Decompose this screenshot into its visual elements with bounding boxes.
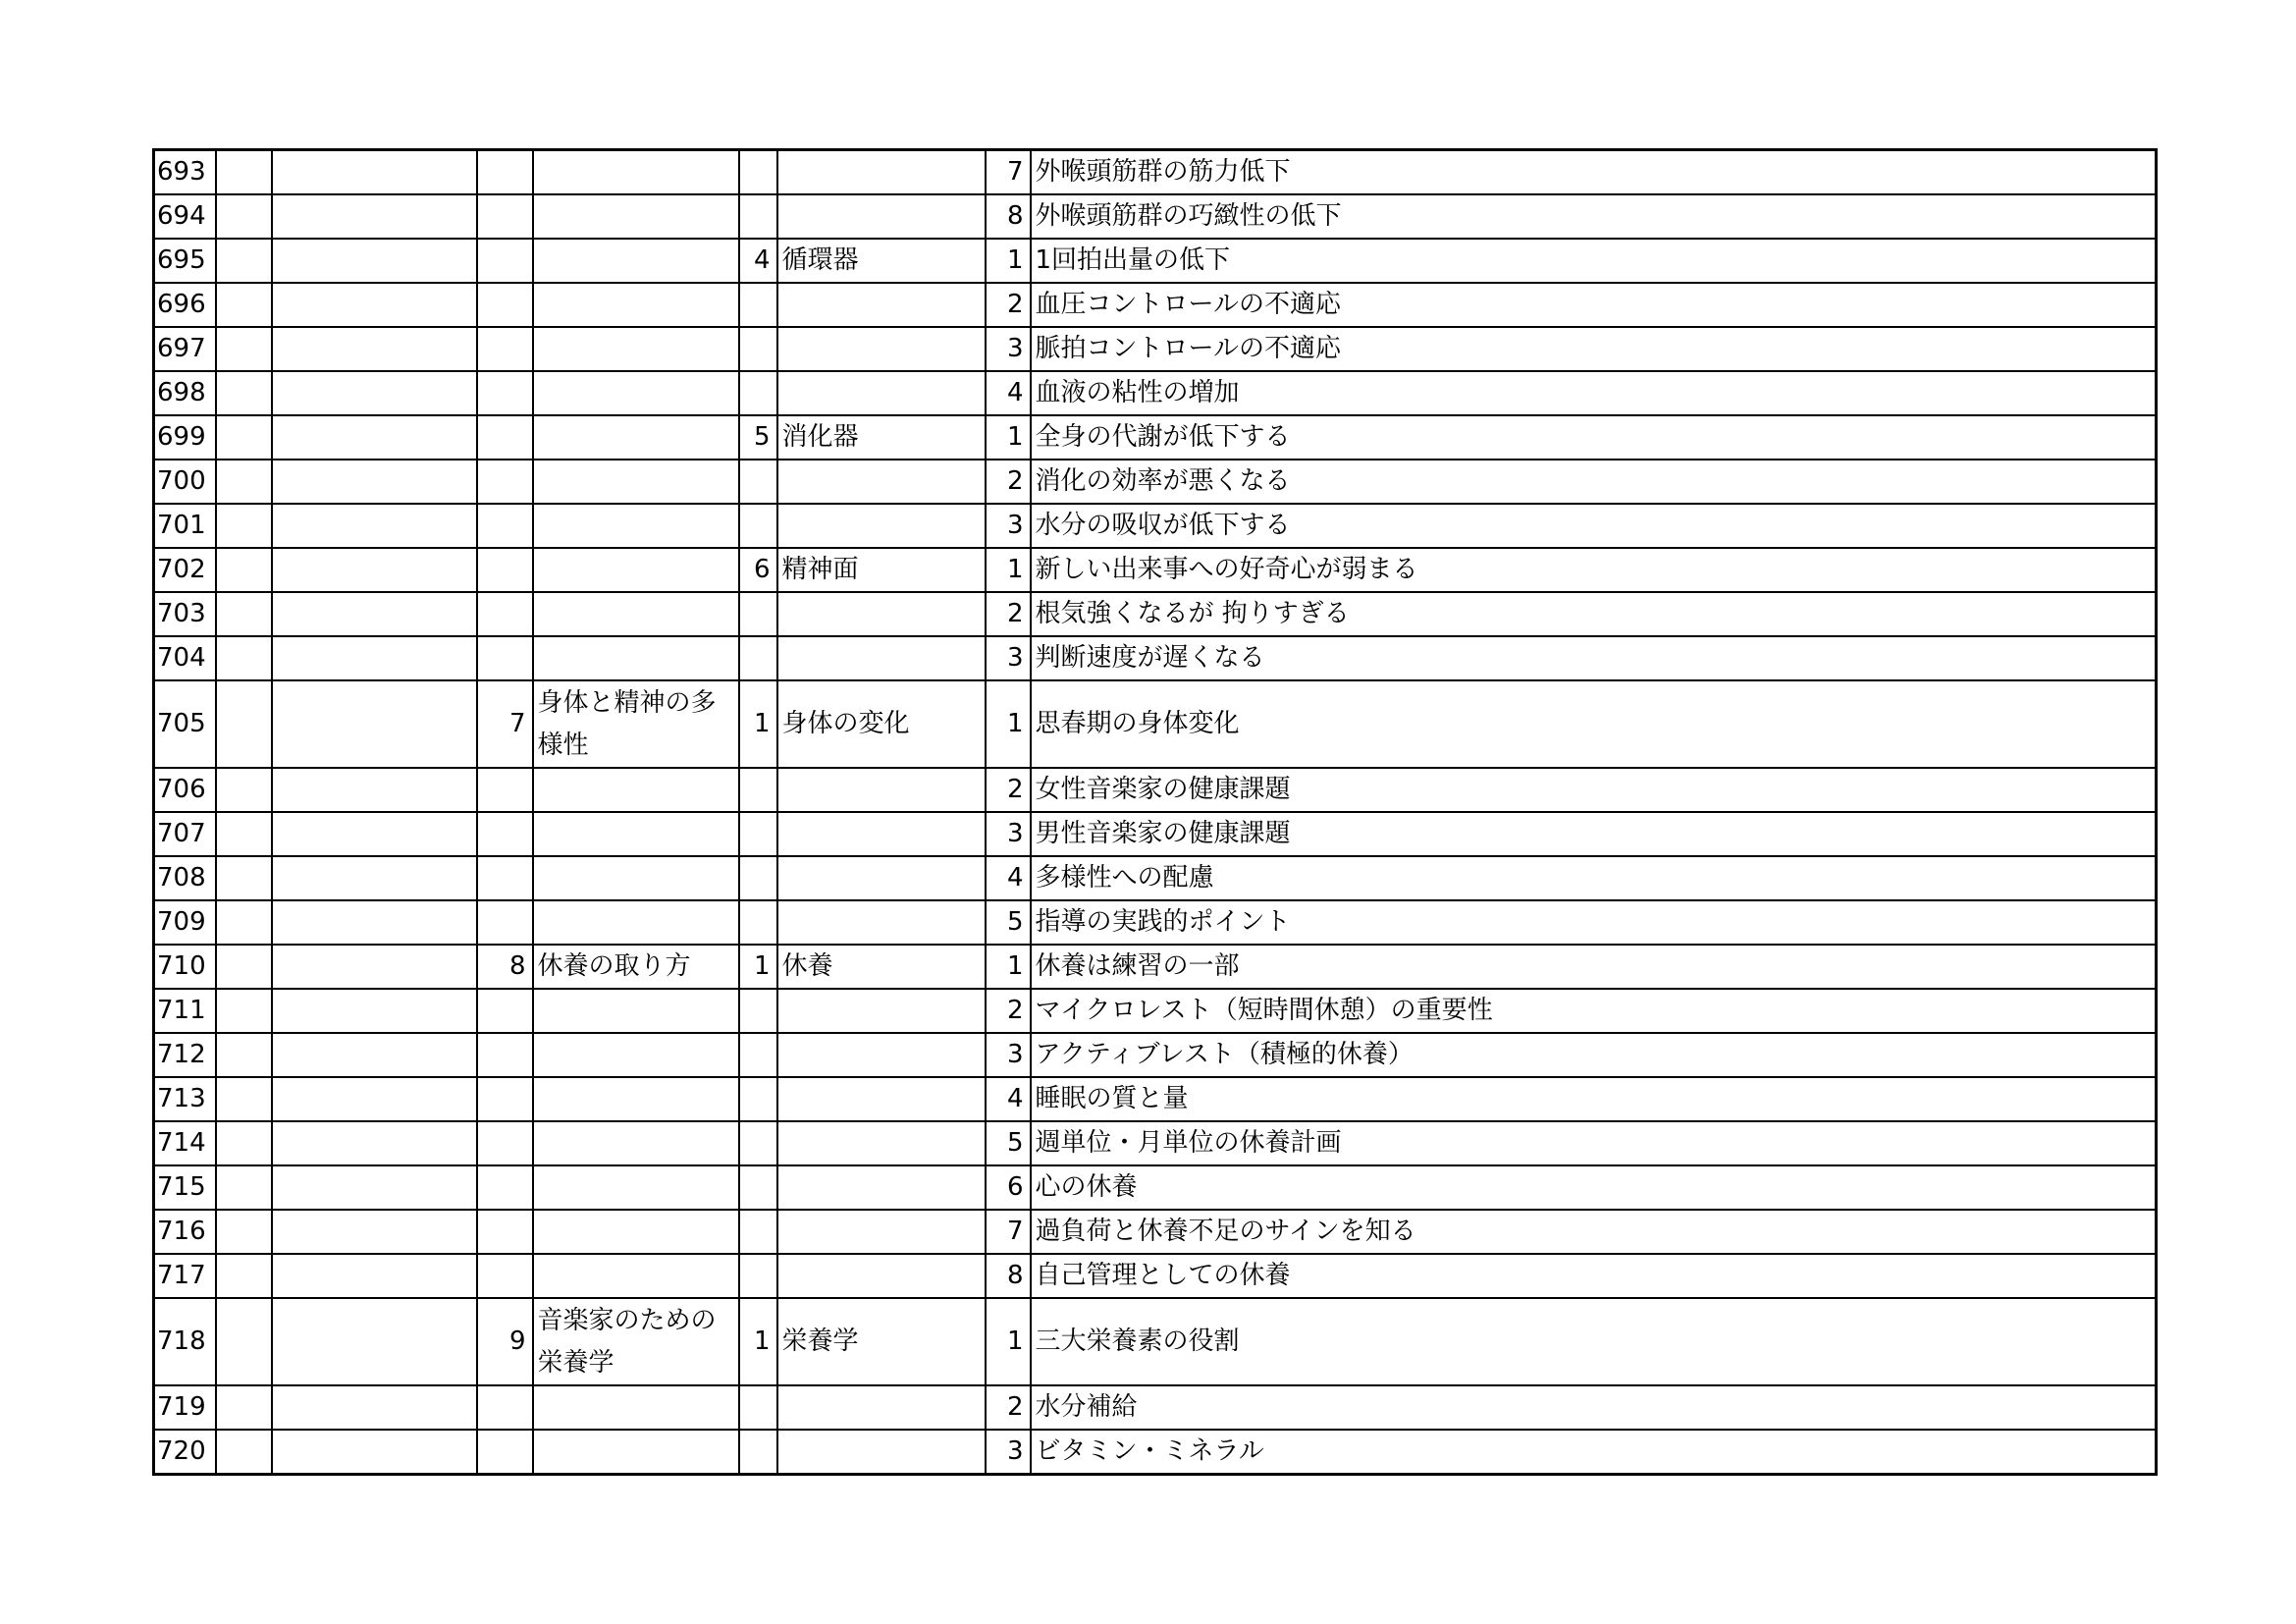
item-number-cell: 1 [986,1298,1031,1385]
category-number-cell [216,1033,272,1077]
item-title-cell: 血圧コントロールの不適応 [1031,283,2157,327]
subtopic-number-cell [739,812,777,856]
table-row [154,283,2157,327]
category-title-cell [272,1165,477,1210]
table-row [154,194,2157,239]
row-number-cell: 709 [154,900,216,945]
item-title-cell: 男性音楽家の健康課題 [1031,812,2157,856]
item-title-cell: 睡眠の質と量 [1031,1077,2157,1121]
topic-number-cell [477,548,533,592]
subtopic-number-cell: 1 [739,680,777,768]
category-title-cell [272,548,477,592]
item-number-cell: 5 [986,900,1031,945]
topic-title-cell [533,900,739,945]
category-number-cell [216,504,272,548]
subtopic-number-cell [739,460,777,504]
curriculum-table [152,148,2158,1476]
category-title-cell [272,1254,477,1298]
topic-title-cell [533,327,739,371]
item-number-cell: 1 [986,548,1031,592]
subtopic-number-cell: 1 [739,1298,777,1385]
subtopic-number-cell [739,768,777,812]
subtopic-title-cell: 休養 [777,945,986,989]
item-title-cell: 水分の吸収が低下する [1031,504,2157,548]
topic-title-cell: 休養の取り方 [533,945,739,989]
table-row [154,592,2157,636]
category-number-cell [216,1121,272,1165]
table-body [154,150,2157,1475]
item-title-cell: 根気強くなるが 拘りすぎる [1031,592,2157,636]
subtopic-title-cell [777,856,986,900]
category-number-cell [216,1254,272,1298]
item-number-cell: 3 [986,1033,1031,1077]
category-title-cell [272,900,477,945]
item-title-cell: 消化の効率が悪くなる [1031,460,2157,504]
category-number-cell [216,1210,272,1254]
subtopic-number-cell [739,989,777,1033]
subtopic-title-cell [777,1165,986,1210]
item-number-cell: 3 [986,1430,1031,1475]
topic-number-cell [477,1430,533,1475]
topic-number-cell [477,856,533,900]
item-number-cell: 4 [986,1077,1031,1121]
item-number-cell: 8 [986,1254,1031,1298]
subtopic-number-cell [739,636,777,680]
subtopic-number-cell [739,1430,777,1475]
category-number-cell [216,945,272,989]
table-row [154,812,2157,856]
topic-title-cell [533,1430,739,1475]
row-number-cell: 706 [154,768,216,812]
item-title-cell: 外喉頭筋群の巧緻性の低下 [1031,194,2157,239]
subtopic-title-cell [777,371,986,415]
category-number-cell [216,548,272,592]
topic-number-cell: 9 [477,1298,533,1385]
table-row [154,150,2157,195]
row-number-cell: 710 [154,945,216,989]
row-number-cell: 711 [154,989,216,1033]
category-number-cell [216,1165,272,1210]
topic-title-cell: 音楽家のための栄養学 [533,1298,739,1385]
table-row [154,1298,2157,1385]
topic-number-cell [477,768,533,812]
topic-title-cell [533,283,739,327]
row-number-cell: 701 [154,504,216,548]
topic-number-cell [477,592,533,636]
subtopic-number-cell [739,194,777,239]
topic-number-cell [477,636,533,680]
topic-title-cell [533,592,739,636]
table-row [154,680,2157,768]
topic-number-cell [477,900,533,945]
category-title-cell [272,812,477,856]
table-row [154,371,2157,415]
item-title-cell: 指導の実践的ポイント [1031,900,2157,945]
subtopic-title-cell [777,592,986,636]
subtopic-number-cell [739,371,777,415]
subtopic-number-cell [739,504,777,548]
item-title-cell: 全身の代謝が低下する [1031,415,2157,460]
topic-number-cell: 7 [477,680,533,768]
table-row [154,327,2157,371]
item-title-cell: 三大栄養素の役割 [1031,1298,2157,1385]
category-number-cell [216,1385,272,1430]
topic-title-cell [533,1077,739,1121]
subtopic-title-cell [777,150,986,195]
subtopic-title-cell [777,1254,986,1298]
item-title-cell: 自己管理としての休養 [1031,1254,2157,1298]
row-number-cell: 704 [154,636,216,680]
category-number-cell [216,1298,272,1385]
subtopic-title-cell: 循環器 [777,239,986,283]
item-number-cell: 2 [986,989,1031,1033]
category-title-cell [272,768,477,812]
topic-number-cell [477,989,533,1033]
item-number-cell: 5 [986,1121,1031,1165]
item-title-cell: 水分補給 [1031,1385,2157,1430]
subtopic-title-cell: 身体の変化 [777,680,986,768]
category-title-cell [272,680,477,768]
subtopic-title-cell [777,194,986,239]
table-row [154,1385,2157,1430]
category-number-cell [216,1077,272,1121]
topic-title-cell [533,1121,739,1165]
item-number-cell: 1 [986,415,1031,460]
subtopic-title-cell [777,283,986,327]
subtopic-title-cell [777,1033,986,1077]
table-row [154,900,2157,945]
topic-title-cell [533,1254,739,1298]
table-row [154,1254,2157,1298]
category-number-cell [216,900,272,945]
topic-title-cell [533,768,739,812]
category-title-cell [272,283,477,327]
category-number-cell [216,680,272,768]
topic-title-cell [533,812,739,856]
item-title-cell: 多様性への配慮 [1031,856,2157,900]
row-number-cell: 695 [154,239,216,283]
subtopic-number-cell [739,900,777,945]
row-number-cell: 712 [154,1033,216,1077]
item-number-cell: 3 [986,504,1031,548]
subtopic-title-cell [777,327,986,371]
topic-number-cell [477,504,533,548]
topic-title-cell [533,371,739,415]
subtopic-number-cell [739,1121,777,1165]
item-number-cell: 2 [986,1385,1031,1430]
subtopic-title-cell: 栄養学 [777,1298,986,1385]
item-title-cell: 女性音楽家の健康課題 [1031,768,2157,812]
category-number-cell [216,989,272,1033]
item-number-cell: 6 [986,1165,1031,1210]
topic-title-cell [533,989,739,1033]
category-title-cell [272,327,477,371]
item-number-cell: 4 [986,856,1031,900]
subtopic-number-cell [739,1165,777,1210]
item-number-cell: 2 [986,460,1031,504]
item-title-cell: 休養は練習の一部 [1031,945,2157,989]
topic-title-cell [533,856,739,900]
topic-number-cell: 8 [477,945,533,989]
subtopic-title-cell [777,504,986,548]
subtopic-number-cell [739,1254,777,1298]
item-number-cell: 7 [986,1210,1031,1254]
subtopic-title-cell [777,989,986,1033]
topic-number-cell [477,1033,533,1077]
row-number-cell: 714 [154,1121,216,1165]
subtopic-number-cell [739,856,777,900]
subtopic-number-cell: 4 [739,239,777,283]
category-title-cell [272,239,477,283]
subtopic-number-cell [739,327,777,371]
subtopic-title-cell: 消化器 [777,415,986,460]
subtopic-number-cell [739,283,777,327]
row-number-cell: 718 [154,1298,216,1385]
category-title-cell [272,415,477,460]
subtopic-title-cell [777,768,986,812]
item-title-cell: 脈拍コントロールの不適応 [1031,327,2157,371]
topic-title-cell [533,1210,739,1254]
category-number-cell [216,415,272,460]
topic-title-cell: 身体と精神の多様性 [533,680,739,768]
row-number-cell: 697 [154,327,216,371]
category-number-cell [216,194,272,239]
table-row [154,1077,2157,1121]
category-title-cell [272,989,477,1033]
item-title-cell: 週単位・月単位の休養計画 [1031,1121,2157,1165]
topic-title-cell [533,636,739,680]
row-number-cell: 696 [154,283,216,327]
topic-title-cell [533,1385,739,1430]
item-number-cell: 3 [986,327,1031,371]
category-title-cell [272,1385,477,1430]
item-number-cell: 1 [986,239,1031,283]
topic-number-cell [477,283,533,327]
category-number-cell [216,283,272,327]
category-number-cell [216,460,272,504]
topic-title-cell [533,415,739,460]
subtopic-title-cell [777,1430,986,1475]
topic-number-cell [477,150,533,195]
category-number-cell [216,150,272,195]
row-number-cell: 720 [154,1430,216,1475]
topic-title-cell [533,548,739,592]
category-number-cell [216,371,272,415]
row-number-cell: 707 [154,812,216,856]
topic-title-cell [533,460,739,504]
subtopic-number-cell [739,1033,777,1077]
item-title-cell: 思春期の身体変化 [1031,680,2157,768]
item-title-cell: 心の休養 [1031,1165,2157,1210]
subtopic-number-cell: 1 [739,945,777,989]
row-number-cell: 713 [154,1077,216,1121]
item-number-cell: 4 [986,371,1031,415]
topic-number-cell [477,415,533,460]
category-title-cell [272,1430,477,1475]
category-title-cell [272,592,477,636]
row-number-cell: 705 [154,680,216,768]
row-number-cell: 699 [154,415,216,460]
category-number-cell [216,812,272,856]
item-number-cell: 7 [986,150,1031,195]
item-number-cell: 8 [986,194,1031,239]
subtopic-number-cell [739,1210,777,1254]
category-title-cell [272,194,477,239]
item-number-cell: 3 [986,812,1031,856]
item-title-cell: 外喉頭筋群の筋力低下 [1031,150,2157,195]
topic-title-cell [533,1165,739,1210]
table-row [154,1210,2157,1254]
category-title-cell [272,1077,477,1121]
subtopic-title-cell [777,1385,986,1430]
row-number-cell: 700 [154,460,216,504]
table-row [154,548,2157,592]
row-number-cell: 694 [154,194,216,239]
item-title-cell: 1回拍出量の低下 [1031,239,2157,283]
table-row [154,415,2157,460]
item-title-cell: 血液の粘性の増加 [1031,371,2157,415]
topic-number-cell [477,371,533,415]
topic-number-cell [477,812,533,856]
item-title-cell: ビタミン・ミネラル [1031,1430,2157,1475]
subtopic-number-cell [739,1385,777,1430]
category-title-cell [272,1210,477,1254]
subtopic-title-cell: 精神面 [777,548,986,592]
topic-number-cell [477,1121,533,1165]
subtopic-title-cell [777,1121,986,1165]
row-number-cell: 717 [154,1254,216,1298]
row-number-cell: 708 [154,856,216,900]
table-row [154,768,2157,812]
row-number-cell: 698 [154,371,216,415]
table-row [154,945,2157,989]
topic-number-cell [477,1254,533,1298]
topic-number-cell [477,1165,533,1210]
table-row [154,239,2157,283]
subtopic-number-cell: 6 [739,548,777,592]
category-number-cell [216,239,272,283]
category-number-cell [216,327,272,371]
subtopic-title-cell [777,812,986,856]
table-row [154,989,2157,1033]
category-title-cell [272,1298,477,1385]
topic-number-cell [477,1385,533,1430]
topic-number-cell [477,327,533,371]
item-number-cell: 1 [986,680,1031,768]
topic-number-cell [477,239,533,283]
row-number-cell: 719 [154,1385,216,1430]
topic-number-cell [477,460,533,504]
table-row [154,504,2157,548]
category-number-cell [216,636,272,680]
table-row [154,636,2157,680]
table-row [154,1033,2157,1077]
category-title-cell [272,150,477,195]
topic-title-cell [533,239,739,283]
row-number-cell: 716 [154,1210,216,1254]
topic-number-cell [477,1077,533,1121]
item-title-cell: マイクロレスト（短時間休憩）の重要性 [1031,989,2157,1033]
category-title-cell [272,636,477,680]
item-title-cell: 過負荷と休養不足のサインを知る [1031,1210,2157,1254]
category-title-cell [272,371,477,415]
category-title-cell [272,856,477,900]
topic-title-cell [533,1033,739,1077]
item-title-cell: 新しい出来事への好奇心が弱まる [1031,548,2157,592]
topic-number-cell [477,194,533,239]
row-number-cell: 702 [154,548,216,592]
item-number-cell: 3 [986,636,1031,680]
topic-title-cell [533,504,739,548]
category-number-cell [216,768,272,812]
table-row [154,1121,2157,1165]
subtopic-number-cell [739,1077,777,1121]
subtopic-number-cell [739,592,777,636]
item-number-cell: 2 [986,283,1031,327]
row-number-cell: 693 [154,150,216,195]
category-title-cell [272,1033,477,1077]
item-title-cell: 判断速度が遅くなる [1031,636,2157,680]
category-number-cell [216,592,272,636]
subtopic-number-cell: 5 [739,415,777,460]
category-number-cell [216,856,272,900]
item-title-cell: アクティブレスト（積極的休養） [1031,1033,2157,1077]
row-number-cell: 703 [154,592,216,636]
subtopic-title-cell [777,1210,986,1254]
item-number-cell: 2 [986,768,1031,812]
subtopic-title-cell [777,636,986,680]
table-row [154,460,2157,504]
item-number-cell: 1 [986,945,1031,989]
category-title-cell [272,504,477,548]
item-number-cell: 2 [986,592,1031,636]
topic-title-cell [533,194,739,239]
category-title-cell [272,460,477,504]
subtopic-title-cell [777,460,986,504]
subtopic-number-cell [739,150,777,195]
topic-title-cell [533,150,739,195]
table-row [154,1430,2157,1475]
category-title-cell [272,945,477,989]
topic-number-cell [477,1210,533,1254]
subtopic-title-cell [777,1077,986,1121]
table-row [154,1165,2157,1210]
table-row [154,856,2157,900]
subtopic-title-cell [777,900,986,945]
row-number-cell: 715 [154,1165,216,1210]
category-title-cell [272,1121,477,1165]
category-number-cell [216,1430,272,1475]
